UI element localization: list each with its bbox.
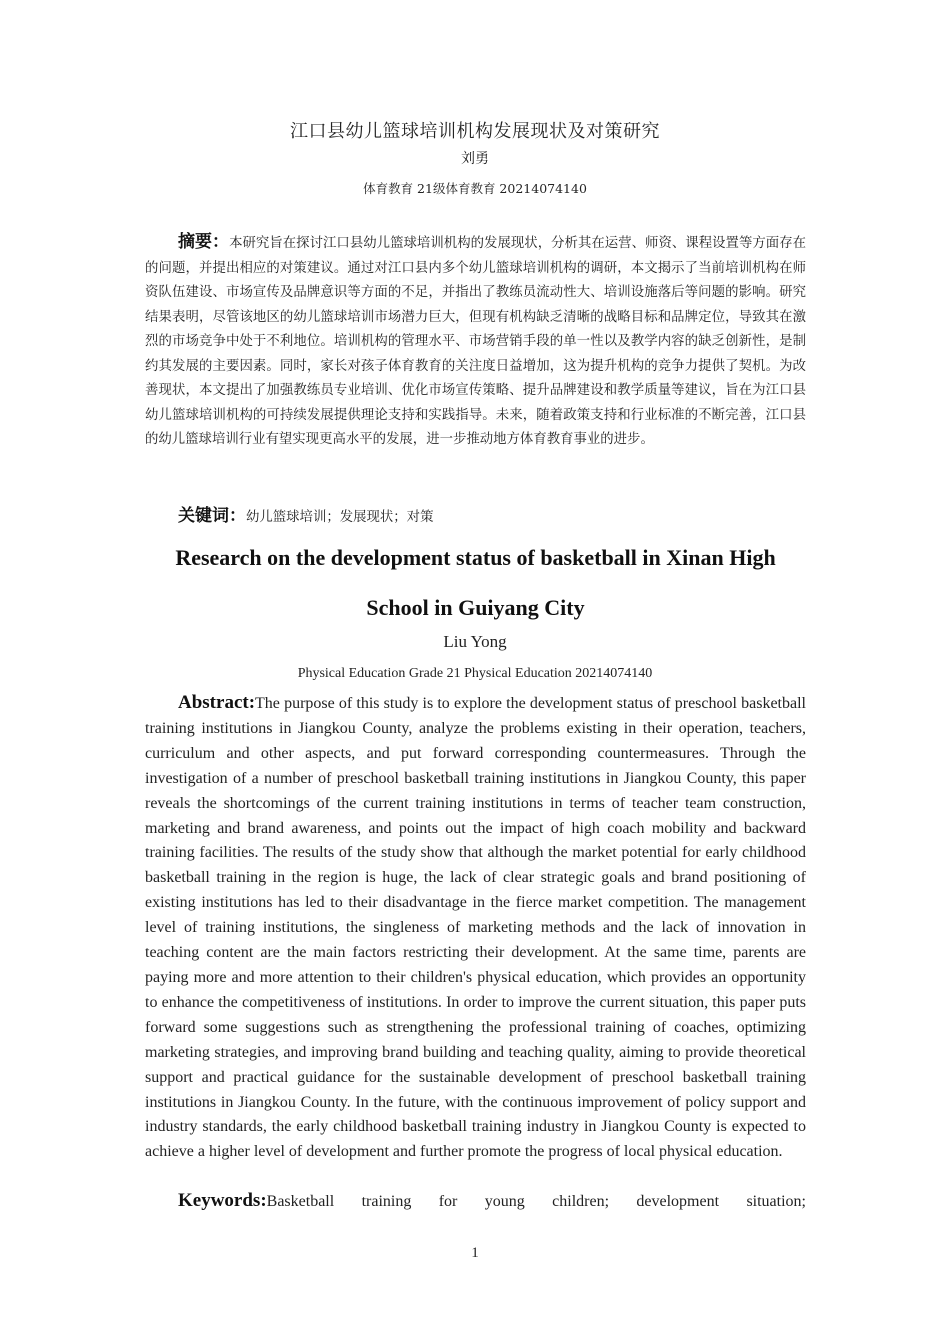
chinese-keywords-label: 关键词：	[178, 506, 246, 526]
chinese-abstract-text: 本研究旨在探讨江口县幼儿篮球培训机构的发展现状，分析其在运营、师资、课程设置等方面存在的问题，并提出相应的对策建议。通过对江口县内多个幼儿篮球培训机构的调研，本文揭示了当前培训机构在师资队伍建设、市场宣传及品牌意识等方面的不足，并指出了教练员流动性大、培训设施落后等问题的影响。研究结果表明，尽管该地区的幼儿篮球培训市场潜力巨大，但现有机构缺乏清晰的战略目标和品牌定位，导致其在激烈的市场竞争中处于不利地位。培训机构的管理水平、市场营销手段的单一性以及教学内容的缺乏创新性，是制约其发展的主要因素。同时，家长对孩子体育教育的关注度日益增加，这为提升机构的竞争力提供了契机。为改善现状，本文提出了加强教练员专业培训、优化市场宣传策略、提升品牌建设和教学质量等建议，旨在为江口县幼儿篮球培训机构的可持续发展提供理论支持和实践指导。未来，随着政策支持和行业标准的不断完善，江口县的幼儿篮球培训行业有望实现更高水平的发展，进一步推动地方体育教育事业的进步。	[145, 236, 807, 447]
english-abstract-text: The purpose of this study is to explore the development status of preschool basketball training institutions in Jiangkou County, analyze the problems existing in their operation, teachers, curriculum and other aspects, and put forward corresponding countermeasures. Through the investigation of a number of preschool basketball training institutions in Jiangkou County, this paper reveals the shortcomings of the current training institutions in terms of teacher team construction, marketing and brand awareness, and points out the impact of high coach mobility and backward training facilities. The results of the study show that although the market potential for early childhood basketball training in the region is huge, the lack of clear strategic goals and brand positioning of existing institutions has led to their disadvantage in the fierce market competition. The management level of training institutions, the singleness of marketing methods and the lack of innovation in teaching content are the main factors restricting their development. At the same time, parents are paying more and more attention to their children's physical education, which provides an opportunity to enhance the competitiveness of institutions. In order to improve the current situation, this paper puts forward some suggestions such as strengthening the professional training of coaches, optimizing marketing strategies, and improving brand building and teaching quality, aiming to provide theoretical support and practical guidance for the sustainable development of preschool basketball training institutions in Jiangkou County. In the future, with the continuous improvement of policy support and industry standards, the early childhood basketball training industry in Jiangkou County is expected to achieve a higher level of development and further promote the progress of local physical education.	[145, 695, 806, 1161]
chinese-keywords	[145, 504, 806, 530]
chinese-affiliation: 体育教育 21级体育教育 20214074140	[363, 181, 587, 196]
chinese-title: 江口县幼儿篮球培训机构发展现状及对策研究	[290, 121, 660, 142]
english-keywords-text: Basketball training for young children; development situation;	[266, 1193, 806, 1210]
chinese-author: 刘勇	[461, 151, 489, 167]
english-abstract-label: Abstract:	[178, 692, 256, 713]
chinese-keywords-text: 幼儿篮球培训；发展现状；对策	[246, 510, 434, 525]
chinese-abstract	[145, 230, 806, 453]
english-keywords-label: Keywords:	[178, 1190, 267, 1211]
english-abstract	[145, 691, 806, 1165]
english-keywords	[145, 1189, 806, 1214]
page-number: 1	[471, 1245, 479, 1261]
chinese-abstract-label: 摘要：	[178, 232, 230, 252]
english-title: Research on the development status of basketball in Xinan High School in Guiyang City	[175, 545, 776, 620]
english-affiliation: Physical Education Grade 21 Physical Education 20214074140	[297, 666, 653, 681]
english-author: Liu Yong	[443, 632, 507, 651]
